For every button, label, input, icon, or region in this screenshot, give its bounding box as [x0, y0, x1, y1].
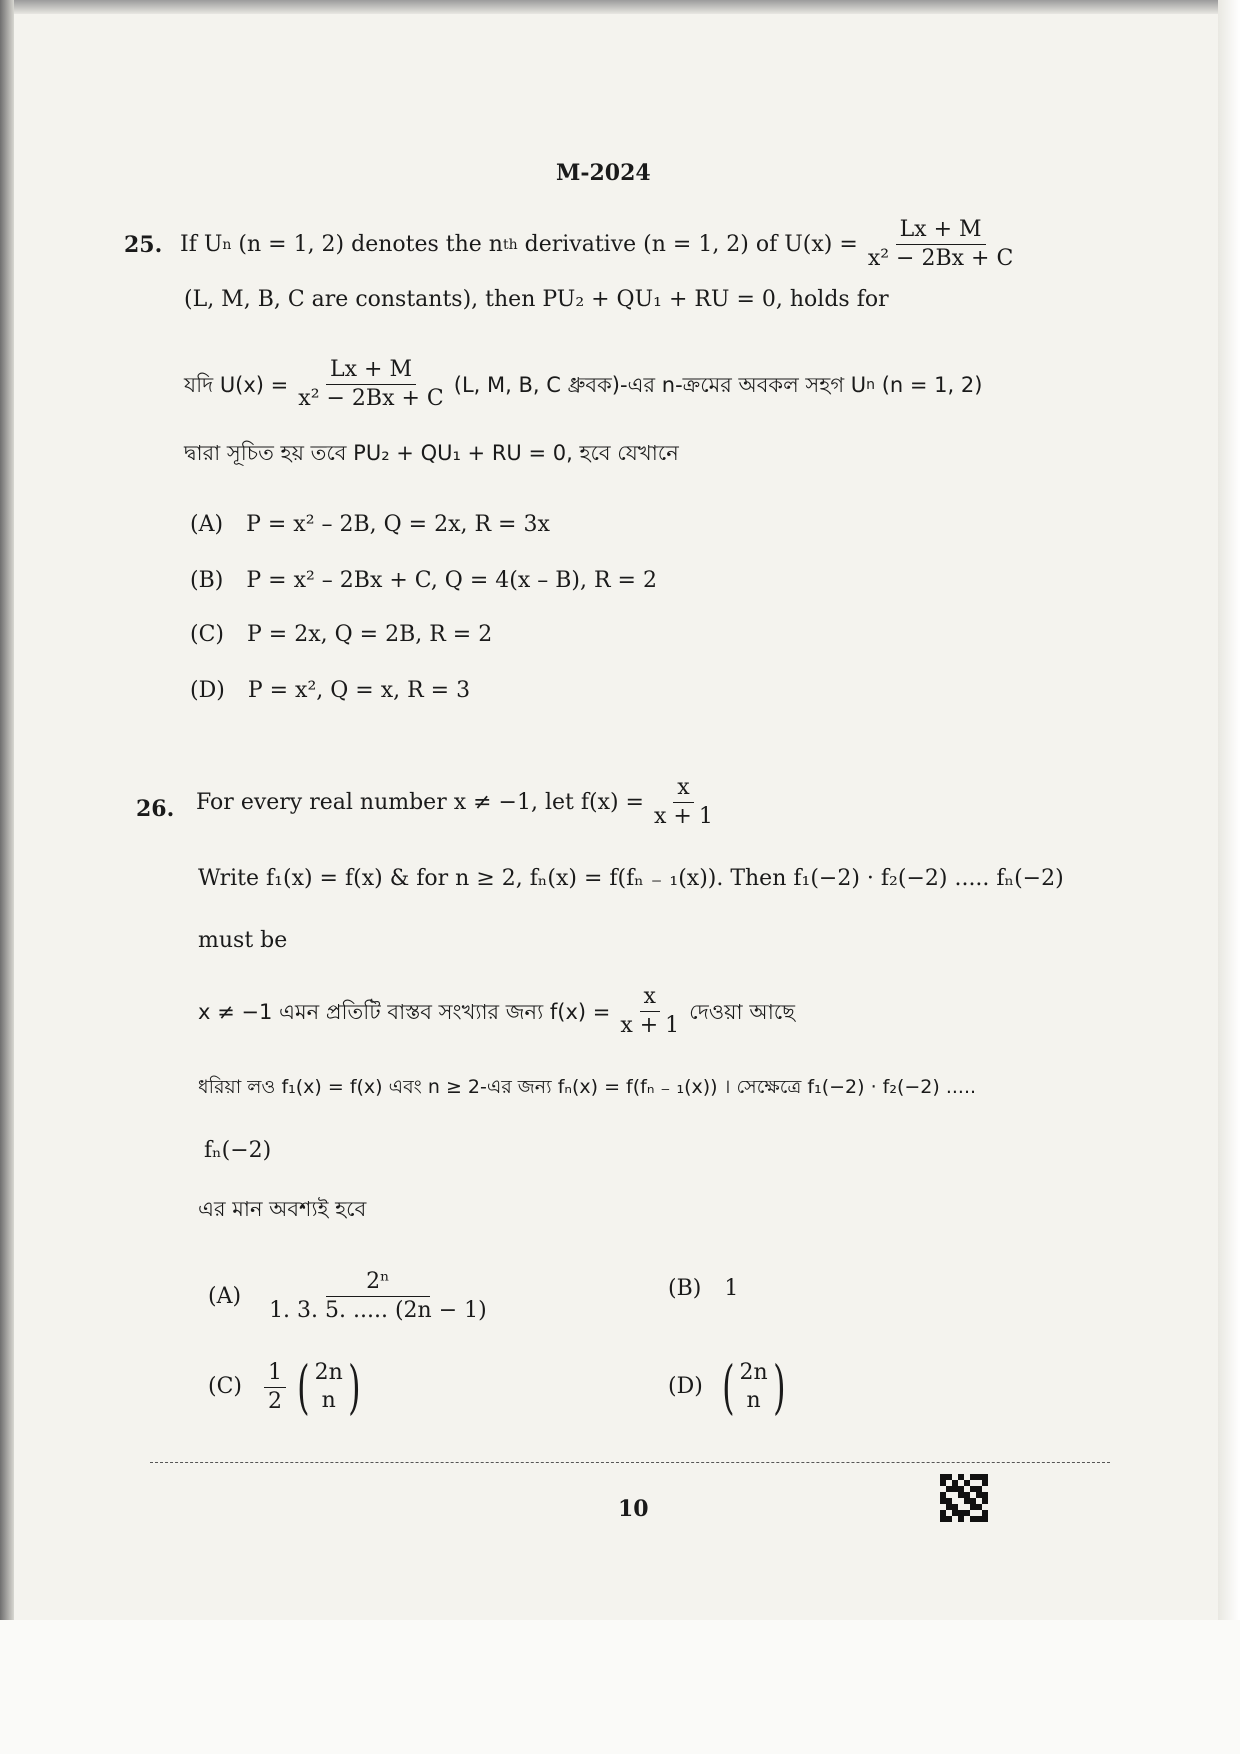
- q26-option-c-half-numerator: 1: [264, 1361, 286, 1388]
- q26-option-a-fraction: [265, 1270, 491, 1323]
- q26-option-a-denominator: 1. 3. 5. ..... (2n − 1): [269, 1298, 487, 1323]
- q25-fraction-denominator: x² − 2Bx + C: [867, 246, 1014, 271]
- qr-code: [940, 1474, 988, 1522]
- q26-fraction-numerator: x: [673, 776, 693, 803]
- page-number: 10: [618, 1496, 649, 1522]
- page-header-code: M-2024: [556, 160, 651, 186]
- q26-option-b-text: 1: [724, 1276, 739, 1301]
- q26-bn-line1: [198, 985, 795, 1038]
- q26-option-c-label: (C): [208, 1374, 242, 1399]
- scan-edge-left: [0, 0, 14, 1754]
- q25-en-line1-mid: (n = 1, 2) denotes the n: [231, 231, 503, 257]
- q25-sub-n: n: [222, 236, 232, 253]
- q25-bn-line1: [184, 358, 982, 411]
- q25-fraction: [864, 218, 1017, 271]
- q25-option-d-text: P = x², Q = x, R = 3: [247, 678, 471, 703]
- q26-option-d-top: 2n: [739, 1360, 768, 1385]
- q25-option-a-text: P = x² – 2B, Q = 2x, R = 3x: [246, 512, 550, 537]
- bottom-margin: [0, 1620, 1240, 1754]
- q26-option-a[interactable]: [208, 1270, 497, 1323]
- q25-en-line1-mid2: derivative (n = 1, 2) of U(x) =: [517, 231, 858, 257]
- q25-en-line2: (L, M, B, C are constants), then PU₂ + QU₁ + RU = 0, holds for: [184, 287, 889, 312]
- q26-option-c-left-paren: (: [297, 1353, 310, 1421]
- q26-option-a-numerator: 2ⁿ: [326, 1270, 430, 1297]
- q25-bn-line2: দ্বারা সূচিত হয় তবে PU₂ + QU₁ + RU = 0, হবে যেখানে: [184, 441, 679, 465]
- q25-en-line1: [180, 218, 1023, 271]
- q26-bn-line2: ধরিয়া লও f₁(x) = f(x) এবং n ≥ 2-এর জন্য fₙ(x) = f(fₙ ₋ ₁(x)) । সেক্ষেত্রে f₁(−2) · f₂(−2) .....: [198, 1076, 977, 1098]
- q25-option-c[interactable]: [190, 622, 492, 648]
- q25-option-d[interactable]: [190, 678, 470, 704]
- q26-option-c-bottom: n: [321, 1388, 336, 1413]
- q25-fraction-numerator: Lx + M: [896, 218, 986, 245]
- q25-bn-fraction-numerator: Lx + M: [326, 358, 416, 385]
- q26-en-line3: must be: [198, 928, 288, 953]
- q26-fraction: [650, 776, 717, 829]
- q25-option-a-label: (A): [190, 512, 224, 537]
- q26-option-a-label: (A): [208, 1283, 242, 1309]
- q26-option-c[interactable]: [208, 1352, 365, 1422]
- q25-bn-fraction-denominator: x² − 2Bx + C: [298, 386, 444, 411]
- q26-bn-line3: fₙ(−2): [204, 1138, 272, 1163]
- q25-option-c-label: (C): [190, 622, 224, 647]
- scan-edge-right: [1218, 0, 1240, 1754]
- q26-option-d[interactable]: [668, 1352, 790, 1422]
- q26-option-b-label: (B): [668, 1276, 702, 1301]
- q25-en-line1-pre: If U: [180, 231, 223, 257]
- q26-en-line2: Write f₁(x) = f(x) & for n ≥ 2, fₙ(x) = f(fₙ ₋ ₁(x)). Then f₁(−2) · f₂(−2) ..... fₙ(−2): [198, 866, 1064, 891]
- q26-bn-line1-pre: x ≠ −1 এমন প্রতিটি বাস্তব সংখ্যার জন্য f(x) =: [198, 999, 611, 1024]
- q26-option-c-binomial: [292, 1353, 365, 1421]
- q25-option-b-label: (B): [190, 568, 224, 593]
- q25-bn-fraction: [294, 358, 447, 411]
- q26-option-d-binomial: [717, 1353, 790, 1421]
- q26-option-c-top: 2n: [314, 1360, 343, 1385]
- q25-option-c-text: P = 2x, Q = 2B, R = 2: [247, 622, 493, 647]
- q26-option-d-binomial-stack: [739, 1359, 767, 1415]
- q26-bn-fraction-numerator: x: [640, 985, 660, 1012]
- q26-bn-fraction-denominator: x + 1: [620, 1013, 680, 1038]
- q26-option-d-right-paren: ): [772, 1353, 786, 1421]
- q26-option-c-half-denominator: 2: [268, 1388, 282, 1414]
- q26-option-c-half: [264, 1361, 286, 1414]
- scan-edge-top: [0, 0, 1240, 14]
- q26-option-b[interactable]: [668, 1276, 738, 1302]
- q25-option-a[interactable]: [190, 512, 550, 538]
- q25-option-b-text: P = x² – 2Bx + C, Q = 4(x – B), R = 2: [246, 568, 657, 593]
- q25-number: 25.: [124, 232, 163, 258]
- footer-divider: [150, 1462, 1110, 1463]
- q26-bn-fraction: [616, 985, 683, 1038]
- q25-bn-line1-end: (n = 1, 2): [875, 372, 983, 397]
- q26-number: 26.: [136, 796, 175, 822]
- q26-option-c-binomial-stack: [315, 1359, 343, 1415]
- q25-option-d-label: (D): [190, 678, 225, 703]
- q25-bn-line1-post: (L, M, B, C ধ্রুবক)-এর n-ক্রমের অবকল সহগ U: [453, 372, 867, 397]
- q26-option-c-right-paren: ): [347, 1353, 361, 1421]
- q26-option-d-label: (D): [668, 1374, 703, 1399]
- q26-option-d-bottom: n: [746, 1388, 761, 1413]
- q26-en-line1: [196, 776, 723, 829]
- q25-bn-sub-n: n: [866, 376, 876, 393]
- q26-bn-line1-post: দেওয়া আছে: [689, 999, 795, 1024]
- q26-fraction-denominator: x + 1: [654, 804, 713, 829]
- q25-sup-th: th: [502, 236, 518, 253]
- q26-en-line1-pre: For every real number x ≠ −1, let f(x) =: [196, 789, 644, 815]
- q26-option-d-left-paren: (: [721, 1353, 735, 1421]
- q25-option-b[interactable]: [190, 568, 657, 594]
- q26-bn-line4: এর মান অবশ্যই হবে: [198, 1197, 367, 1221]
- q25-bn-line1-pre: যদি U(x) =: [184, 372, 289, 397]
